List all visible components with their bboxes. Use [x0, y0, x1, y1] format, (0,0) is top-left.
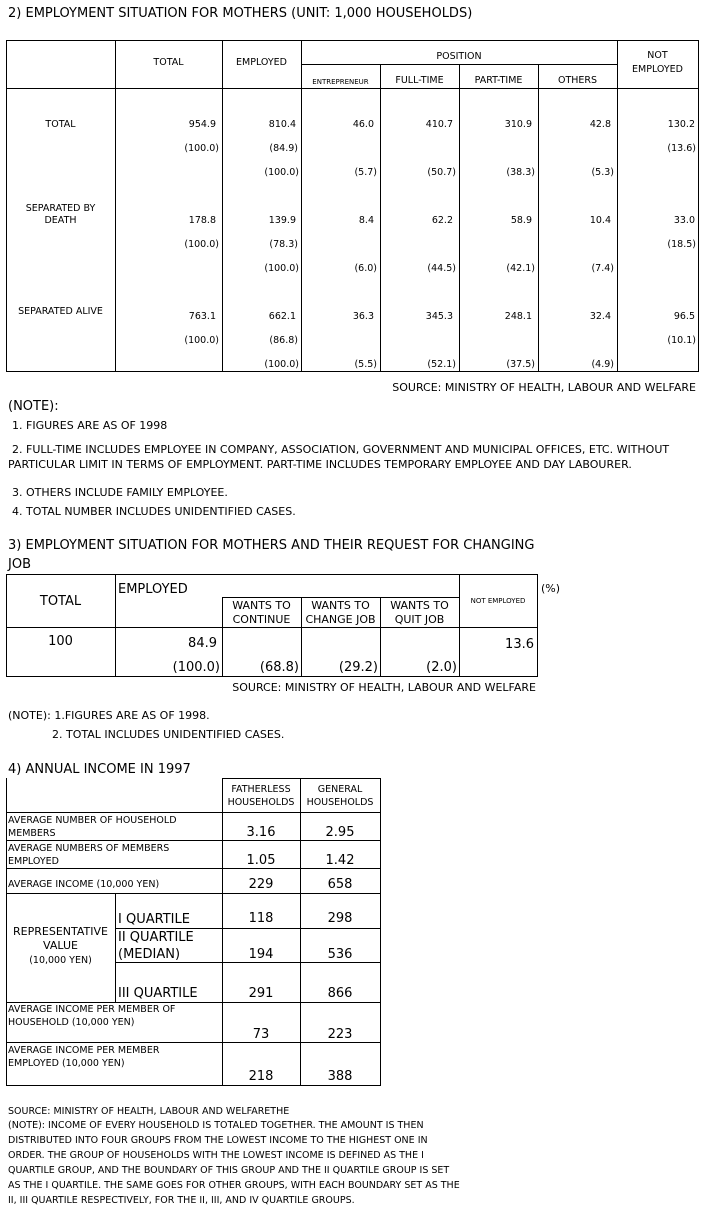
s3-change-pct: (29.2): [338, 660, 378, 675]
section-3-title: 3) EMPLOYMENT SITUATION FOR MOTHERS AND THEIR REQUEST FOR CHANGING: [8, 538, 535, 553]
cell: (18.5): [667, 239, 696, 250]
section-4-title: 4) ANNUAL INCOME IN 1997: [8, 762, 191, 777]
note: 1. FIGURES ARE AS OF 1998: [12, 419, 168, 432]
cell: 954.9: [188, 119, 216, 130]
cell: (37.5): [506, 359, 535, 370]
cell: (100.0): [184, 239, 219, 250]
s3-header-quit: WANTS TO: [390, 599, 449, 612]
cell: 36.3: [352, 311, 374, 322]
s4-note: SOURCE: MINISTRY OF HEALTH, LABOUR AND WELFARETHE: [8, 1106, 290, 1117]
cell: 810.4: [268, 119, 296, 130]
cell: 46.0: [352, 119, 374, 130]
s4-note: QUARTILE GROUP, AND THE BOUNDARY OF THIS GROUP AND THE II QUARTILE GROUP IS SET: [8, 1165, 450, 1176]
cell: 1.42: [325, 853, 355, 868]
cell: (42.1): [506, 263, 535, 274]
row-q2-2: (MEDIAN): [118, 947, 181, 962]
rep-label-2: VALUE: [43, 939, 78, 952]
note-title: (NOTE):: [8, 399, 59, 414]
cell: 139.9: [268, 215, 296, 226]
cell: (100.0): [184, 335, 219, 346]
row-income: AVERAGE INCOME (10,000 YEN): [8, 879, 160, 890]
row-per-employed: AVERAGE INCOME PER MEMBER: [8, 1045, 160, 1056]
s3-header-change-2: CHANGE JOB: [305, 613, 376, 626]
section-3-title-2: JOB: [8, 557, 31, 572]
cell: 2.95: [325, 825, 355, 840]
cell: (84.9): [269, 143, 298, 154]
cell: (13.6): [667, 143, 696, 154]
header-others: OTHERS: [557, 75, 598, 86]
s4-note: ORDER. THE GROUP OF HOUSEHOLDS WITH THE LOWEST INCOME IS DEFINED AS THE I: [8, 1150, 424, 1161]
cell: 62.2: [431, 215, 453, 226]
s3-employed-pct: (100.0): [172, 660, 220, 675]
s4-note: AS THE I QUARTILE. THE SAME GOES FOR OTHER GROUPS, WITH EACH BOUNDARY SET AS THE: [8, 1180, 460, 1191]
cell: 33.0: [673, 215, 695, 226]
row-employed-2: EMPLOYED: [8, 856, 59, 867]
cell: 130.2: [667, 119, 695, 130]
cell: 32.4: [589, 311, 611, 322]
row-members-2: MEMBERS: [8, 828, 56, 839]
cell: 194: [248, 947, 274, 962]
cell: (50.7): [427, 167, 456, 178]
section-2-title: 2) EMPLOYMENT SITUATION FOR MOTHERS (UNIT: 1,000 HOUSEHOLDS): [8, 6, 473, 21]
header-not-employed-2: EMPLOYED: [632, 64, 683, 75]
row-q3: III QUARTILE: [118, 986, 198, 1001]
cell: (100.0): [264, 167, 299, 178]
s3-employed-value: 84.9: [188, 636, 217, 651]
s3-header-change: WANTS TO: [311, 599, 370, 612]
s3-header-continue-2: CONTINUE: [232, 613, 291, 626]
row-per-member-2: HOUSEHOLD (10,000 YEN): [8, 1017, 135, 1028]
cell: (4.9): [591, 359, 614, 370]
cell: 866: [327, 986, 353, 1001]
note: PARTICULAR LIMIT IN TERMS OF EMPLOYMENT. PART-TIME INCLUDES TEMPORARY EMPLOYEE AND DAY LABOURER.: [8, 458, 632, 471]
cell: (78.3): [269, 239, 298, 250]
col-fatherless-2: HOUSEHOLDS: [227, 797, 295, 808]
header-part-time: PART-TIME: [474, 75, 523, 86]
s3-continue-pct: (68.8): [259, 660, 299, 675]
cell: 178.8: [188, 215, 216, 226]
cell: 8.4: [358, 215, 374, 226]
col-general-2: HOUSEHOLDS: [306, 797, 374, 808]
cell: (10.1): [667, 335, 696, 346]
s3-not-employed-value: 13.6: [505, 637, 534, 652]
s3-note-1: (NOTE): 1.FIGURES ARE AS OF 1998.: [8, 709, 210, 722]
row-label: DEATH: [44, 215, 77, 226]
cell: (44.5): [427, 263, 456, 274]
row-q2: II QUARTILE: [118, 930, 194, 945]
s3-header-employed: EMPLOYED: [118, 582, 188, 597]
header-not-employed: NOT: [647, 50, 668, 61]
source-3: SOURCE: MINISTRY OF HEALTH, LABOUR AND WELFARE: [232, 681, 536, 694]
cell: 248.1: [504, 311, 532, 322]
cell: 73: [252, 1027, 270, 1042]
cell: 388: [327, 1069, 353, 1084]
s3-unit: (%): [541, 582, 561, 595]
cell: (7.4): [591, 263, 614, 274]
cell: (52.1): [427, 359, 456, 370]
header-total: TOTAL: [153, 57, 184, 68]
rep-label-3: (10,000 YEN): [29, 955, 92, 966]
row-members: AVERAGE NUMBER OF HOUSEHOLD: [8, 815, 177, 826]
rep-label: REPRESENTATIVE: [13, 925, 108, 938]
cell: (100.0): [184, 143, 219, 154]
cell: (5.7): [354, 167, 377, 178]
header-employed: EMPLOYED: [236, 57, 287, 68]
cell: 218: [248, 1069, 274, 1084]
cell: 10.4: [589, 215, 611, 226]
header-position: POSITION: [436, 51, 482, 62]
row-label: SEPARATED ALIVE: [18, 306, 103, 317]
source-2: SOURCE: MINISTRY OF HEALTH, LABOUR AND WELFARE: [392, 381, 696, 394]
cell: (5.5): [354, 359, 377, 370]
s4-note: (NOTE): INCOME OF EVERY HOUSEHOLD IS TOTALED TOGETHER. THE AMOUNT IS THEN: [8, 1120, 424, 1131]
cell: 229: [248, 877, 274, 892]
cell: 1.05: [246, 853, 276, 868]
row-per-member: AVERAGE INCOME PER MEMBER OF: [8, 1004, 176, 1015]
cell: 298: [327, 911, 353, 926]
col-fatherless: FATHERLESS: [231, 784, 291, 795]
cell: (6.0): [354, 263, 377, 274]
cell: 291: [248, 986, 274, 1001]
row-label: SEPARATED BY: [25, 203, 96, 214]
cell: 223: [327, 1027, 353, 1042]
row-per-employed-2: EMPLOYED (10,000 YEN): [8, 1058, 125, 1069]
note: 4. TOTAL NUMBER INCLUDES UNIDENTIFIED CASES.: [12, 505, 296, 518]
s3-header-total: TOTAL: [39, 594, 82, 609]
cell: 662.1: [268, 311, 296, 322]
cell: 410.7: [425, 119, 453, 130]
col-general: GENERAL: [317, 784, 363, 795]
s3-total-value: 100: [48, 634, 73, 649]
cell: 58.9: [510, 215, 532, 226]
s3-quit-pct: (2.0): [426, 660, 457, 675]
s4-note: DISTRIBUTED INTO FOUR GROUPS FROM THE LOWEST INCOME TO THE HIGHEST ONE IN: [8, 1135, 428, 1146]
cell: (100.0): [264, 263, 299, 274]
row-label: TOTAL: [45, 119, 76, 130]
s3-note-2: 2. TOTAL INCLUDES UNIDENTIFIED CASES.: [52, 728, 285, 741]
cell: 310.9: [504, 119, 532, 130]
cell: (100.0): [264, 359, 299, 370]
cell: 345.3: [425, 311, 453, 322]
cell: 658: [327, 877, 353, 892]
header-full-time: FULL-TIME: [395, 75, 444, 86]
cell: 118: [248, 911, 274, 926]
cell: 763.1: [188, 311, 216, 322]
s3-header-not-employed: NOT EMPLOYED: [470, 597, 526, 605]
cell: (5.3): [591, 167, 614, 178]
note: 3. OTHERS INCLUDE FAMILY EMPLOYEE.: [12, 486, 228, 499]
cell: 42.8: [589, 119, 611, 130]
header-entrepreneur: ENTREPRENEUR: [312, 78, 369, 86]
cell: (38.3): [506, 167, 535, 178]
cell: 3.16: [246, 825, 276, 840]
cell: 536: [327, 947, 353, 962]
s3-header-continue: WANTS TO: [232, 599, 291, 612]
row-q1: I QUARTILE: [118, 912, 190, 927]
s3-header-quit-2: QUIT JOB: [394, 613, 445, 626]
cell: 96.5: [673, 311, 695, 322]
s4-note: II, III QUARTILE RESPECTIVELY, FOR THE II, III, AND IV QUARTILE GROUPS.: [8, 1195, 355, 1206]
row-employed: AVERAGE NUMBERS OF MEMBERS: [8, 843, 170, 854]
note: 2. FULL-TIME INCLUDES EMPLOYEE IN COMPANY, ASSOCIATION, GOVERNMENT AND MUNICIPAL OFFICES, ETC. WITHOUT: [12, 443, 670, 456]
cell: (86.8): [269, 335, 298, 346]
